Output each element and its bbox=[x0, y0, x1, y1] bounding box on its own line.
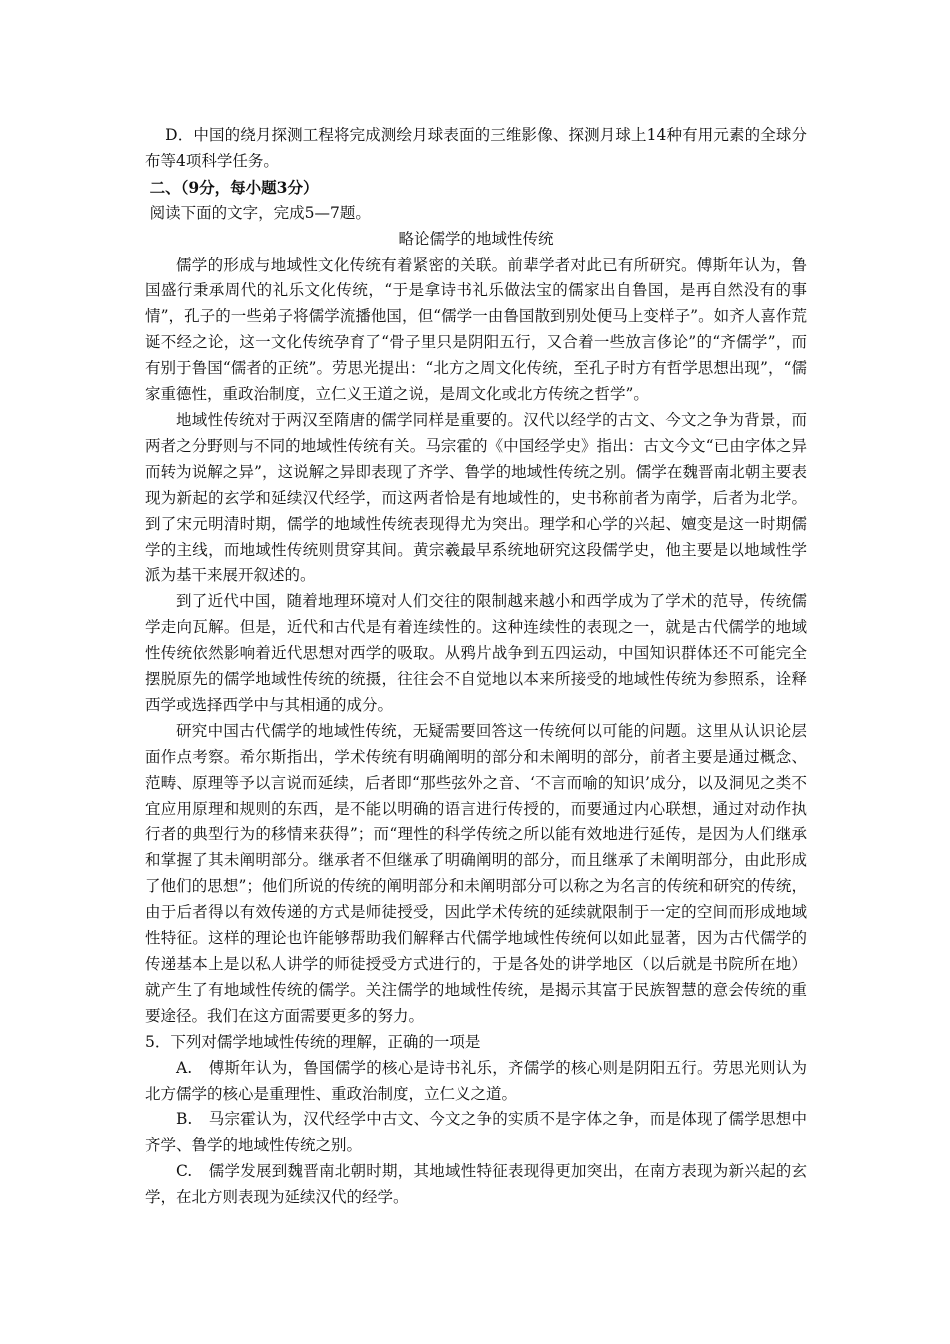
question-5-option-a bbox=[145, 1056, 807, 1108]
option-text: 傅斯年认为，鲁国儒学的核心是诗书礼乐，齐儒学的核心则是阴阳五行。劳思光则认为北方儒学的核心是重理性、重政治制度，立仁义之道。 bbox=[145, 1058, 807, 1103]
option-letter: C. bbox=[176, 1162, 193, 1181]
document-page bbox=[145, 123, 807, 1211]
article-paragraph-2: 地域性传统对于两汉至隋唐的儒学同样是重要的。汉代以经学的古文、今文之争为背景，而两者之分野则与不同的地域性传统有关。马宗霍的《中国经学史》指出：古文今文“已由字体之异而转为说解之异”，这说解之异即表现了齐学、鲁学的地域性传统之别。儒学在魏晋南北朝主要表现为新起的玄学和延续汉代经学，而这两者恰是有地域性的，史书称前者为南学，后者为北学。到了宋元明清时期，儒学的地域性传统表现得尤为突出。理学和心学的兴起、嬗变是这一时期儒学的主线，而地域性传统则贯穿其间。黄宗羲最早系统地研究这段儒学史，他主要是以地域性学派为基干来展开叙述的。 bbox=[145, 410, 807, 585]
section-heading: 二、（9分，每小题3分） bbox=[149, 177, 319, 197]
prev-option-d: D．中国的绕月探测工程将完成测绘月球表面的三维影像、探测月球上14种有用元素的全球分布等4项科学任务。 bbox=[145, 126, 807, 170]
question-5-option-c bbox=[145, 1159, 807, 1211]
option-letter: A. bbox=[176, 1058, 193, 1077]
article-paragraph-1: 儒学的形成与地域性文化传统有着紧密的关联。前辈学者对此已有所研究。傅斯年认为，鲁国盛行秉承周代的礼乐文化传统，“于是拿诗书礼乐做法宝的儒家出自鲁国，是再自然没有的事情”，孔子的一些弟子将儒学流播他国，但“儒学一由鲁国散到别处便马上变样子”。如齐人喜作荒诞不经之论，这一文化传统孕育了“骨子里只是阴阳五行，又合着一些放言侈论”的“齐儒学”，而有别于鲁国“儒者的正统”。劳思光提出：“北方之周文化传统，至孔子时方有哲学思想出现”，“儒家重德性，重政治制度，立仁义王道之说，是周文化或北方传统之哲学”。 bbox=[145, 255, 807, 404]
question-5-option-b bbox=[145, 1107, 807, 1159]
option-text: 马宗霍认为，汉代经学中古文、今文之争的实质不是字体之争，而是体现了儒学思想中齐学、鲁学的地域性传统之别。 bbox=[145, 1110, 807, 1155]
option-letter: B. bbox=[176, 1110, 193, 1129]
article-paragraph-4: 研究中国古代儒学的地域性传统，无疑需要回答这一传统何以可能的问题。这里从认识论层面作点考察。希尔斯指出，学术传统有明确阐明的部分和未阐明的部分，前者主要是通过概念、范畴、原理等予以言说而延续，后者即“那些弦外之音、‘不言而喻的知识’成分，以及洞见之类不宜应用原理和规则的东西，是不能以明确的语言进行传授的，而要通过内心联想，通过对动作执行者的典型行为的移情来获得”；而“理性的科学传统之所以能有效地进行延传，是因为人们继承和掌握了其未阐明部分。继承者不但继承了明确阐明的部分，而且继承了未阐明部分，由此形成了他们的思想”；他们所说的传统的阐明部分和未阐明部分可以称之为名言的传统和研究的传统，由于后者得以有效传递的方式是师徒授受，因此学术传统的延续就限制于一定的空间而形成地域性特征。这样的理论也许能够帮助我们解释古代儒学地域性传统何以如此显著，因为古代儒学的传递基本上是以私人讲学的师徒授受方式进行的，于是各处的讲学地区（以后就是书院所在地）就产生了有地域性传统的儒学。关注儒学的地域性传统，是揭示其富于民族智慧的意会传统的重要途径。我们在这方面需要更多的努力。 bbox=[145, 721, 807, 1025]
section-instruction: 阅读下面的文字，完成5—7题。 bbox=[149, 203, 371, 222]
article-paragraph-3: 到了近代中国，随着地理环境对人们交往的限制越来越小和西学成为了学术的范导，传统儒学走向瓦解。但是，近代和古代是有着连续性的。这种连续性的表现之一，就是古代儒学的地域性传统依然影响着近代思想对西学的吸取。从鸦片战争到五四运动，中国知识群体还不可能完全摆脱原先的儒学地域性传统的统摄，往往会不自觉地以本来所接受的地域性传统为参照系，诠释西学或选择西学中与其相通的成分。 bbox=[145, 592, 807, 714]
option-text: 儒学发展到魏晋南北朝时期，其地域性特征表现得更加突出，在南方表现为新兴起的玄学，在北方则表现为延续汉代的经学。 bbox=[145, 1162, 807, 1207]
article-title: 略论儒学的地域性传统 bbox=[398, 229, 554, 248]
question-5-stem: 5．下列对儒学地域性传统的理解，正确的一项是 bbox=[145, 1032, 481, 1051]
